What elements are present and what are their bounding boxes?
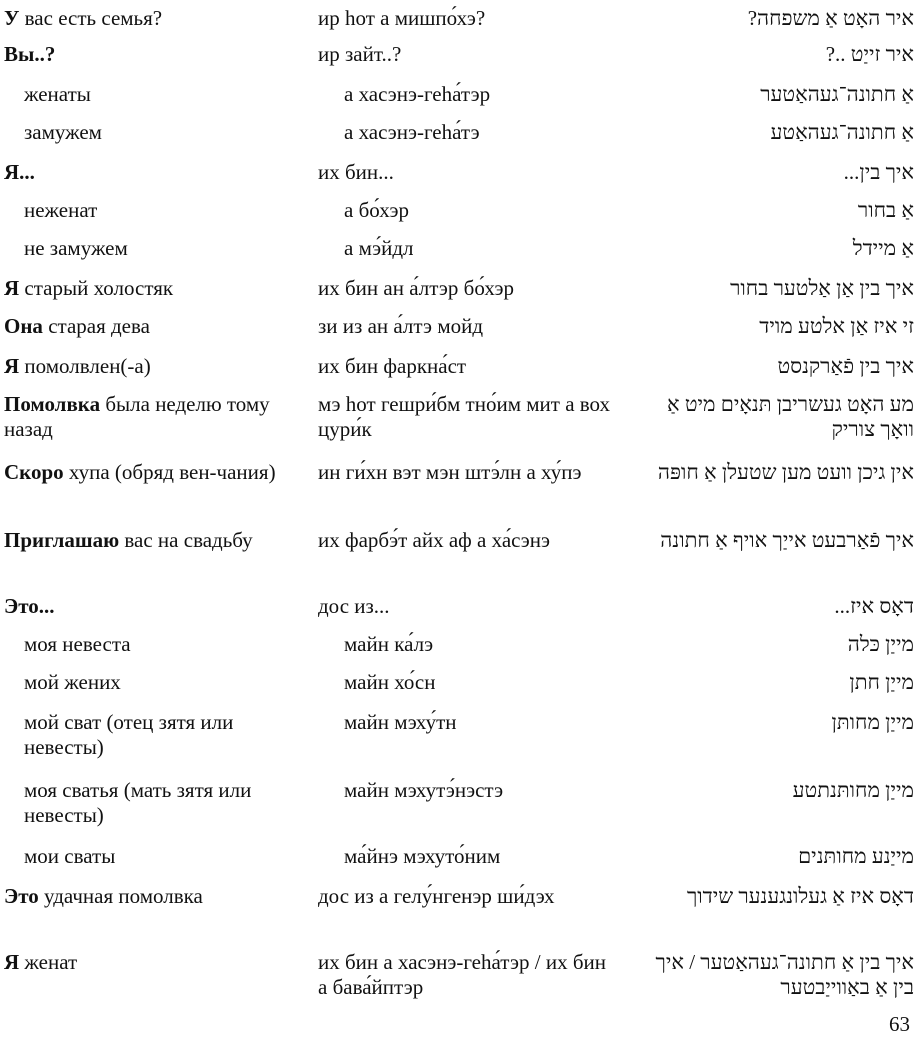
yiddish-phrase: איך בין...: [843, 160, 914, 184]
russian-phrase: Помолвка была неделю тому назад: [4, 392, 270, 441]
transliteration: а хасэнэ-геhа́тэр: [344, 82, 491, 106]
transliteration: их бин ан а́лтэр бо́хэр: [318, 276, 515, 300]
yiddish-phrase: איר זייַט ..?: [825, 42, 914, 66]
russian-phrase: Я помолвлен(-а): [4, 354, 151, 378]
russian-phrase: моя сватья (мать зятя или невесты): [24, 778, 252, 827]
yiddish-phrase: דאָס איז אַ געלונגענער שידוך: [686, 884, 914, 908]
transliteration: майн мэху́тн: [344, 710, 457, 734]
phrase-lead-word: Помолвка: [4, 392, 101, 416]
transliteration: ир зайт..?: [318, 42, 402, 66]
yiddish-phrase: איך פֿאַרבעט אייַך אויף אַ חתונה: [660, 528, 914, 552]
yiddish-phrase: דאָס איז...: [834, 594, 914, 618]
yiddish-phrase: זי איז אַן אלטע מויד: [759, 314, 914, 338]
russian-phrase: Я старый холостяк: [4, 276, 174, 300]
russian-phrase: женаты: [24, 82, 91, 106]
transliteration: а бо́хэр: [344, 198, 409, 222]
transliteration: их бин а хасэнэ-геhа́тэр / их бин а бава́йптэр: [318, 950, 606, 999]
yiddish-phrase: אַ מיידל: [852, 236, 914, 260]
russian-phrase: мой жених: [24, 670, 121, 694]
transliteration: их фарбэ́т айх аф а ха́сэнэ: [318, 528, 550, 552]
phrase-lead-word: Вы..?: [4, 42, 56, 66]
transliteration: а мэ́йдл: [344, 236, 414, 260]
phrase-lead-word: Приглашаю: [4, 528, 120, 552]
phrase-lead-word: Это...: [4, 594, 55, 618]
phrase-lead-word: У: [4, 6, 20, 30]
russian-phrase: замужем: [24, 120, 102, 144]
transliteration: майн ка́лэ: [344, 632, 434, 656]
transliteration: майн мэхутэ́нэстэ: [344, 778, 504, 802]
russian-phrase: Я женат: [4, 950, 78, 974]
phrase-lead-word: Скоро: [4, 460, 64, 484]
transliteration: мэ hот гешри́бм тно́им мит а вох цури́к: [318, 392, 611, 441]
transliteration: а хасэнэ-геhа́тэ: [344, 120, 480, 144]
transliteration: ин ги́хн вэт мэн штэ́лн а ху́пэ: [318, 460, 582, 484]
transliteration: ир hот а мишпо́хэ?: [318, 6, 486, 30]
transliteration: их бин фаркна́ст: [318, 354, 467, 378]
russian-phrase: моя невеста: [24, 632, 131, 656]
yiddish-phrase: מייַן חתן: [849, 670, 914, 694]
yiddish-phrase: מייַן מחותּנתטע: [792, 778, 914, 802]
phrase-lead-word: Я: [4, 276, 20, 300]
yiddish-phrase: אין גיכן וועט מען שטעלן אַ חופּה: [657, 460, 914, 484]
russian-phrase: Скоро хупа (обряд вен-чания): [4, 460, 276, 484]
russian-phrase: У вас есть семья?: [4, 6, 163, 30]
phrase-lead-word: Я: [4, 950, 20, 974]
yiddish-phrase: אַ בחור: [857, 198, 914, 222]
russian-phrase: [4, 594, 296, 619]
transliteration: дос из...: [318, 594, 390, 618]
yiddish-phrase: מייַנע מחותּנים: [798, 844, 914, 868]
yiddish-phrase: איך בין אַן אַלטער בחור: [730, 276, 914, 300]
yiddish-phrase: מייַן מחותּן: [831, 710, 914, 734]
phrase-lead-word: Она: [4, 314, 43, 338]
transliteration: ма́йнэ мэхуто́ним: [344, 844, 501, 868]
russian-phrase: мои сваты: [24, 844, 116, 868]
yiddish-phrase: אַ חתונה־געהאַטע: [770, 120, 914, 144]
phrase-lead-word: Я...: [4, 160, 35, 184]
russian-phrase: не замужем: [24, 236, 128, 260]
russian-phrase: Это удачная помолвка: [4, 884, 203, 908]
yiddish-phrase: מייַן כּלה: [847, 632, 914, 656]
phrase-lead-word: Это: [4, 884, 39, 908]
russian-phrase: неженат: [24, 198, 98, 222]
russian-phrase: Приглашаю вас на свадьбу: [4, 528, 253, 552]
russian-phrase: мой сват (отец зятя или невесты): [24, 710, 234, 759]
yiddish-phrase: אַ חתונה־געהאַטער: [760, 82, 914, 106]
transliteration: майн хо́сн: [344, 670, 436, 694]
yiddish-phrase: איר האָט אַ משפחה?: [747, 6, 914, 30]
page-number: 63: [889, 1012, 910, 1036]
transliteration: их бин...: [318, 160, 394, 184]
transliteration: дос из а гелу́нгенэр ши́дэх: [318, 884, 555, 908]
yiddish-phrase: איך בין פֿאַרקנסט: [777, 354, 914, 378]
russian-phrase: [4, 42, 296, 67]
phrase-lead-word: Я: [4, 354, 20, 378]
yiddish-phrase: מע האָט געשריבן תּנאָים מיט אַ וואָך צוריק: [666, 392, 914, 441]
russian-phrase: Она старая дева: [4, 314, 150, 338]
transliteration: зи из ан а́лтэ мойд: [318, 314, 484, 338]
yiddish-phrase: איך בין אַ חתונה־געהאַטער / איך בין אַ באַווייַבטער: [655, 950, 914, 999]
russian-phrase: [4, 160, 296, 185]
